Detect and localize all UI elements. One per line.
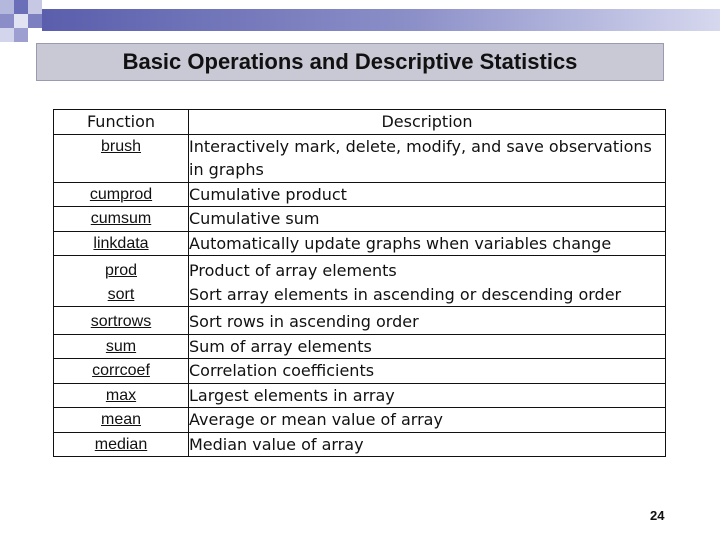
description-cell xyxy=(189,383,666,408)
title-box xyxy=(36,43,664,81)
table-row xyxy=(54,256,666,307)
function-cell xyxy=(54,307,189,335)
header-gradient-bar xyxy=(42,9,720,31)
function-link-cumsum[interactable]: cumsum xyxy=(90,210,152,227)
function-cell xyxy=(54,408,189,433)
function-link-sortrows[interactable]: sortrows xyxy=(90,313,152,330)
function-cell xyxy=(54,334,189,359)
description-cell xyxy=(189,134,666,182)
table-row xyxy=(54,408,666,433)
description-cell xyxy=(189,408,666,433)
header-description: Description xyxy=(189,110,666,135)
table-row xyxy=(54,182,666,207)
function-link-mean[interactable]: mean xyxy=(100,411,142,428)
header-function: Function xyxy=(54,110,189,135)
function-link-cumprod[interactable]: cumprod xyxy=(89,185,153,203)
function-link-corrcoef[interactable]: corrcoef xyxy=(92,362,150,379)
description-text: Automatically update graphs when variables change xyxy=(189,233,612,253)
decor-square xyxy=(0,28,14,42)
description-text: Correlation coefficients xyxy=(189,361,375,380)
description-text: Sort rows in ascending order xyxy=(189,312,419,331)
function-link-linkdata[interactable]: linkdata xyxy=(93,234,149,252)
table-row xyxy=(54,359,666,384)
function-link-sum[interactable]: sum xyxy=(105,337,137,355)
decor-square xyxy=(14,0,28,14)
decor-square xyxy=(0,14,14,28)
description-text: Median value of array xyxy=(189,434,364,454)
description-cell xyxy=(189,307,666,335)
table-row xyxy=(54,134,666,182)
function-cell xyxy=(54,432,189,457)
description-text: Sum of array elements xyxy=(189,336,372,356)
description-text: Cumulative sum xyxy=(189,209,320,228)
page-number: 24 xyxy=(650,508,665,523)
function-cell xyxy=(54,256,189,307)
description-cell xyxy=(189,432,666,457)
function-link-sort[interactable]: sort xyxy=(107,285,135,303)
description-cell xyxy=(189,256,666,307)
table-row xyxy=(54,207,666,232)
decor-square xyxy=(0,0,14,14)
table-row xyxy=(54,307,666,335)
function-cell xyxy=(54,134,189,182)
table-row xyxy=(54,383,666,408)
function-link-prod[interactable]: prod xyxy=(104,262,138,279)
description-cell xyxy=(189,207,666,232)
decor-square xyxy=(14,14,28,28)
function-cell xyxy=(54,231,189,256)
table-row xyxy=(54,432,666,457)
function-cell xyxy=(54,182,189,207)
function-cell xyxy=(54,207,189,232)
description-cell xyxy=(189,359,666,384)
decor-square xyxy=(14,28,28,42)
description-text: Product of array elements xyxy=(189,261,397,280)
table-header-row xyxy=(54,110,666,135)
table-row xyxy=(54,231,666,256)
description-cell xyxy=(189,334,666,359)
description-cell xyxy=(189,182,666,207)
function-cell xyxy=(54,383,189,408)
function-link-max[interactable]: max xyxy=(105,386,137,404)
decor-square xyxy=(28,0,42,14)
functions-table xyxy=(53,109,666,457)
description-text: Interactively mark, delete, modify, and save observations in graphs xyxy=(189,136,652,179)
table-row xyxy=(54,334,666,359)
description-text: Cumulative product xyxy=(189,184,347,204)
description-cell xyxy=(189,231,666,256)
function-link-median[interactable]: median xyxy=(94,435,148,453)
slide-title: Basic Operations and Descriptive Statistics xyxy=(122,49,578,74)
function-cell xyxy=(54,359,189,384)
description-text: Largest elements in array xyxy=(189,385,395,405)
description-text: Sort array elements in ascending or descending order xyxy=(189,284,622,304)
description-text: Average or mean value of array xyxy=(189,410,443,429)
decor-square xyxy=(28,14,42,28)
function-link-brush[interactable]: brush xyxy=(100,137,142,155)
